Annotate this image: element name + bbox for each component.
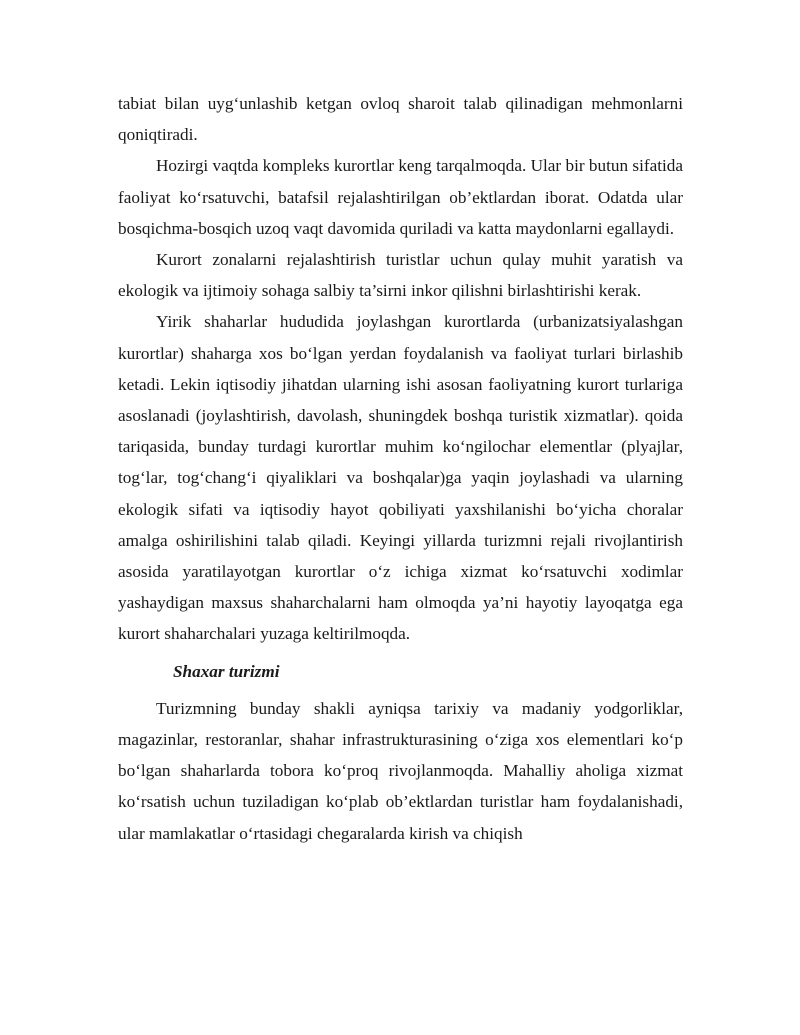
- paragraph-continuation: tabiat bilan uyg‘unlashib ketgan ovloq sharoit talab qilinadigan mehmonlarni qoniqtiradi.: [118, 94, 683, 145]
- section-heading: Shaxar turizmi: [173, 661, 280, 681]
- paragraph-urban-tourism: Turizmning bunday shakli ayniqsa tarixiy va madaniy yodgorliklar, magazinlar, restoranlar, shahar infrastrukturasining o‘ziga xos elementlari ko‘p bo‘lgan shaharlarda tobora ko‘proq rivojlanmoqda. Mahalliy aholiga xizmat ko‘rsatish uchun tuziladigan ko‘plab ob’ektlardan turistlar ham foydalanishadi, ular mamlakatlar o‘rtasidagi chegaralarda kirish va chiqish: [118, 698, 683, 843]
- document-page: [118, 88, 683, 849]
- paragraph-complex-resorts: Hozirgi vaqtda kompleks kurortlar keng tarqalmoqda. Ular bir butun sifatida faoliyat ko‘rsatuvchi, batafsil rejalashtirilgan ob’ektlardan iborat. Odatda ular bosqichma-bosqich uzoq vaqt davomida quriladi va katta maydonlarni egallaydi.: [118, 156, 683, 238]
- paragraph-resort-zone-planning: Kurort zonalarni rejalashtirish turistlar uchun qulay muhit yaratish va ekologik va ijtimoiy sohaga salbiy ta’sirni inkor qilishni birlashtirishi kerak.: [118, 250, 683, 301]
- paragraph-urban-resorts: Yirik shaharlar hududida joylashgan kurortlarda (urbanizatsiyalashgan kurortlar) shaharga xos bo‘lgan yerdan foydalanish va faoliyat turlari birlashib ketadi. Lekin iqtisodiy jihatdan ularning ishi asosan faoliyatning kurort turlariga asoslanadi (joylashtirish, davolash, shuningdek boshqa turistik xizmatlar). qoida tariqasida, bunday turdagi kurortlar muhim ko‘ngilochar elementlar (plyajlar, tog‘lar, tog‘chang‘i qiyaliklari va boshqalar)ga yaqin joylashadi va ularning ekologik sifati va iqtisodiy hayot qobiliyati yaxshilanishi bo‘yicha choralar amalga oshirilishini talab qiladi. Keyingi yillarda turizmni rejali rivojlantirish asosida yaratilayotgan kurortlar o‘z ichiga xizmat ko‘rsatuvchi xodimlar yashaydigan maxsus shaharchalarni ham olmoqda ya’ni hayotiy layoqatga ega kurort shaharchalari yuzaga keltirilmoqda.: [118, 312, 683, 644]
